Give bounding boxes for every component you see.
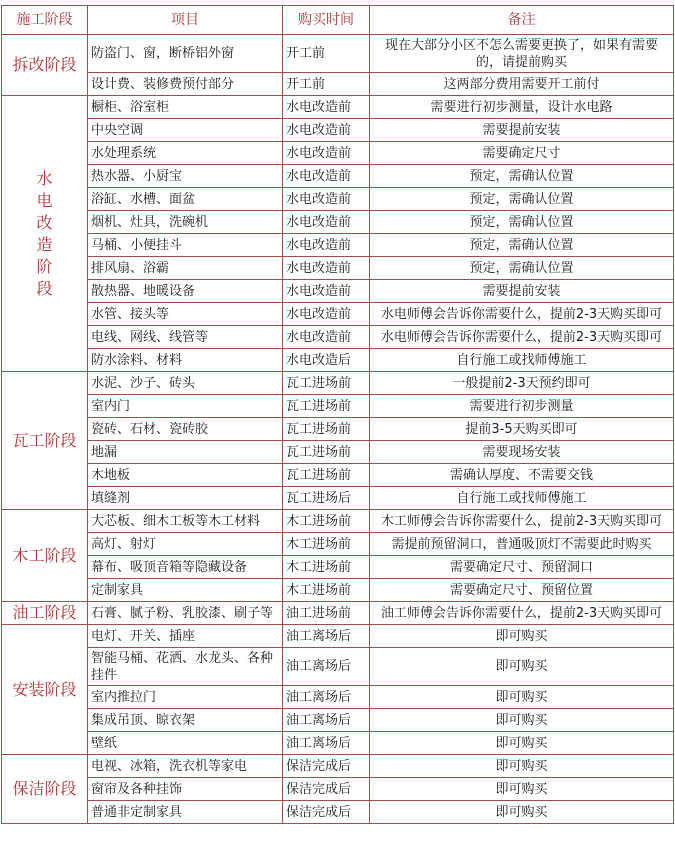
item-cell: 浴缸、水槽、面盆 (88, 188, 283, 211)
item-cell: 填缝剂 (88, 487, 283, 510)
table-row (2, 372, 674, 395)
time-cell: 保洁完成后 (283, 801, 370, 824)
note-cell: 需要提前安装 (370, 119, 674, 142)
stage-cell: 木工阶段 (2, 510, 88, 602)
note-cell: 需确认厚度、不需要交钱 (370, 464, 674, 487)
note-cell: 需要现场安装 (370, 441, 674, 464)
item-cell: 马桶、小便挂斗 (88, 234, 283, 257)
time-cell: 油工进场前 (283, 602, 370, 625)
item-cell: 散热器、地暖设备 (88, 280, 283, 303)
table-row (2, 556, 674, 579)
note-cell: 即可购买 (370, 648, 674, 686)
note-cell: 预定，需确认位置 (370, 234, 674, 257)
time-cell: 油工离场后 (283, 732, 370, 755)
time-cell: 油工离场后 (283, 709, 370, 732)
item-cell: 定制家具 (88, 579, 283, 602)
note-cell: 即可购买 (370, 755, 674, 778)
item-cell: 排风扇、浴霸 (88, 257, 283, 280)
note-cell: 需要确定尺寸 (370, 142, 674, 165)
note-cell: 木工师傅会告诉你需要什么，提前2-3天购买即可 (370, 510, 674, 533)
table-row (2, 234, 674, 257)
item-cell: 壁纸 (88, 732, 283, 755)
table-row (2, 257, 674, 280)
purchase-schedule-table (1, 5, 674, 824)
note-cell: 即可购买 (370, 709, 674, 732)
time-cell: 水电改造前 (283, 165, 370, 188)
table-row (2, 625, 674, 648)
table-row (2, 441, 674, 464)
note-cell: 自行施工或找师傅施工 (370, 487, 674, 510)
time-cell: 木工进场前 (283, 533, 370, 556)
note-cell: 水电师傅会告诉你需要什么，提前2-3天购买即可 (370, 326, 674, 349)
time-cell: 水电改造前 (283, 96, 370, 119)
note-cell: 预定，需确认位置 (370, 211, 674, 234)
note-cell: 需要进行初步测量，设计水电路 (370, 96, 674, 119)
time-cell: 瓦工进场后 (283, 487, 370, 510)
note-cell: 需要确定尺寸、预留位置 (370, 579, 674, 602)
item-cell: 室内推拉门 (88, 686, 283, 709)
time-cell: 木工进场前 (283, 510, 370, 533)
header-stage: 施工阶段 (2, 6, 88, 35)
time-cell: 水电改造前 (283, 303, 370, 326)
table-row (2, 510, 674, 533)
note-cell: 预定，需确认位置 (370, 257, 674, 280)
item-cell: 高灯、射灯 (88, 533, 283, 556)
time-cell: 木工进场前 (283, 579, 370, 602)
note-cell: 即可购买 (370, 625, 674, 648)
time-cell: 开工前 (283, 35, 370, 73)
stage-cell: 油工阶段 (2, 602, 88, 625)
time-cell: 瓦工进场前 (283, 441, 370, 464)
item-cell: 防盗门、窗，断桥铝外窗 (88, 35, 283, 73)
table-row (2, 686, 674, 709)
time-cell: 油工离场后 (283, 625, 370, 648)
time-cell: 瓦工进场前 (283, 395, 370, 418)
table-row (2, 801, 674, 824)
item-cell: 窗帘及各种挂饰 (88, 778, 283, 801)
table-row (2, 395, 674, 418)
note-cell: 水电师傅会告诉你需要什么，提前2-3天购买即可 (370, 303, 674, 326)
time-cell: 保洁完成后 (283, 778, 370, 801)
note-cell: 油工师傅会告诉你需要什么，提前2-3天购买即可 (370, 602, 674, 625)
table-row (2, 732, 674, 755)
item-cell: 智能马桶、花洒、水龙头、各种挂件 (88, 648, 283, 686)
note-cell: 即可购买 (370, 686, 674, 709)
item-cell: 幕布、吸顶音箱等隐藏设备 (88, 556, 283, 579)
table-row (2, 96, 674, 119)
time-cell: 水电改造前 (283, 211, 370, 234)
note-cell: 即可购买 (370, 778, 674, 801)
note-cell: 自行施工或找师傅施工 (370, 349, 674, 372)
item-cell: 防水涂料、材料 (88, 349, 283, 372)
table-row (2, 418, 674, 441)
item-cell: 木地板 (88, 464, 283, 487)
time-cell: 水电改造前 (283, 280, 370, 303)
time-cell: 开工前 (283, 73, 370, 96)
time-cell: 保洁完成后 (283, 755, 370, 778)
table-body (2, 35, 674, 824)
header-item: 项目 (88, 6, 283, 35)
table-row (2, 648, 674, 686)
item-cell: 电线、网线、线管等 (88, 326, 283, 349)
stage-cell: 安装阶段 (2, 625, 88, 755)
time-cell: 水电改造前 (283, 188, 370, 211)
time-cell: 木工进场前 (283, 556, 370, 579)
header-row (2, 6, 674, 35)
table-row (2, 464, 674, 487)
table-row (2, 165, 674, 188)
table-row (2, 73, 674, 96)
note-cell: 即可购买 (370, 801, 674, 824)
time-cell: 油工离场后 (283, 648, 370, 686)
table-row (2, 142, 674, 165)
time-cell: 水电改造前 (283, 326, 370, 349)
item-cell: 大芯板、细木工板等木工材料 (88, 510, 283, 533)
item-cell: 烟机、灶具，洗碗机 (88, 211, 283, 234)
note-cell: 需要提前安装 (370, 280, 674, 303)
item-cell: 室内门 (88, 395, 283, 418)
table-row (2, 533, 674, 556)
time-cell: 瓦工进场前 (283, 418, 370, 441)
item-cell: 水管、接头等 (88, 303, 283, 326)
time-cell: 水电改造后 (283, 349, 370, 372)
item-cell: 电灯、开关、插座 (88, 625, 283, 648)
table-row (2, 280, 674, 303)
note-cell: 提前3-5天购买即可 (370, 418, 674, 441)
item-cell: 水处理系统 (88, 142, 283, 165)
item-cell: 中央空调 (88, 119, 283, 142)
time-cell: 油工离场后 (283, 686, 370, 709)
item-cell: 电视、冰箱，洗衣机等家电 (88, 755, 283, 778)
note-cell: 需提前预留洞口，普通吸顶灯不需要此时购买 (370, 533, 674, 556)
note-cell: 一般提前2-3天预约即可 (370, 372, 674, 395)
note-cell: 即可购买 (370, 732, 674, 755)
note-cell: 需要确定尺寸、预留洞口 (370, 556, 674, 579)
table-row (2, 602, 674, 625)
note-cell: 现在大部分小区不怎么需要更换了，如果有需要的，请提前购买 (370, 35, 674, 73)
item-cell: 水泥、沙子、砖头 (88, 372, 283, 395)
table-row (2, 755, 674, 778)
time-cell: 瓦工进场前 (283, 372, 370, 395)
item-cell: 集成吊顶、晾衣架 (88, 709, 283, 732)
item-cell: 石膏、腻子粉、乳胶漆、刷子等 (88, 602, 283, 625)
item-cell: 瓷砖、石材、瓷砖胶 (88, 418, 283, 441)
note-cell: 预定，需确认位置 (370, 188, 674, 211)
stage-cell: 水 电 改 造 阶 段 (2, 96, 88, 372)
table-row (2, 35, 674, 73)
time-cell: 瓦工进场前 (283, 464, 370, 487)
time-cell: 水电改造前 (283, 142, 370, 165)
stage-cell: 拆改阶段 (2, 35, 88, 96)
stage-cell: 保洁阶段 (2, 755, 88, 824)
header-note: 备注 (370, 6, 674, 35)
table-row (2, 303, 674, 326)
table-row (2, 119, 674, 142)
note-cell: 这两部分费用需要开工前付 (370, 73, 674, 96)
header-time: 购买时间 (283, 6, 370, 35)
note-cell: 预定，需确认位置 (370, 165, 674, 188)
table-row (2, 778, 674, 801)
table-row (2, 188, 674, 211)
time-cell: 水电改造前 (283, 234, 370, 257)
item-cell: 橱柜、浴室柜 (88, 96, 283, 119)
time-cell: 水电改造前 (283, 257, 370, 280)
item-cell: 热水器、小厨宝 (88, 165, 283, 188)
item-cell: 设计费、装修费预付部分 (88, 73, 283, 96)
note-cell: 需要进行初步测量 (370, 395, 674, 418)
table-row (2, 487, 674, 510)
table-row (2, 326, 674, 349)
table-row (2, 211, 674, 234)
table-row (2, 349, 674, 372)
time-cell: 水电改造前 (283, 119, 370, 142)
table-row (2, 709, 674, 732)
table-row (2, 579, 674, 602)
item-cell: 地漏 (88, 441, 283, 464)
item-cell: 普通非定制家具 (88, 801, 283, 824)
stage-cell: 瓦工阶段 (2, 372, 88, 510)
